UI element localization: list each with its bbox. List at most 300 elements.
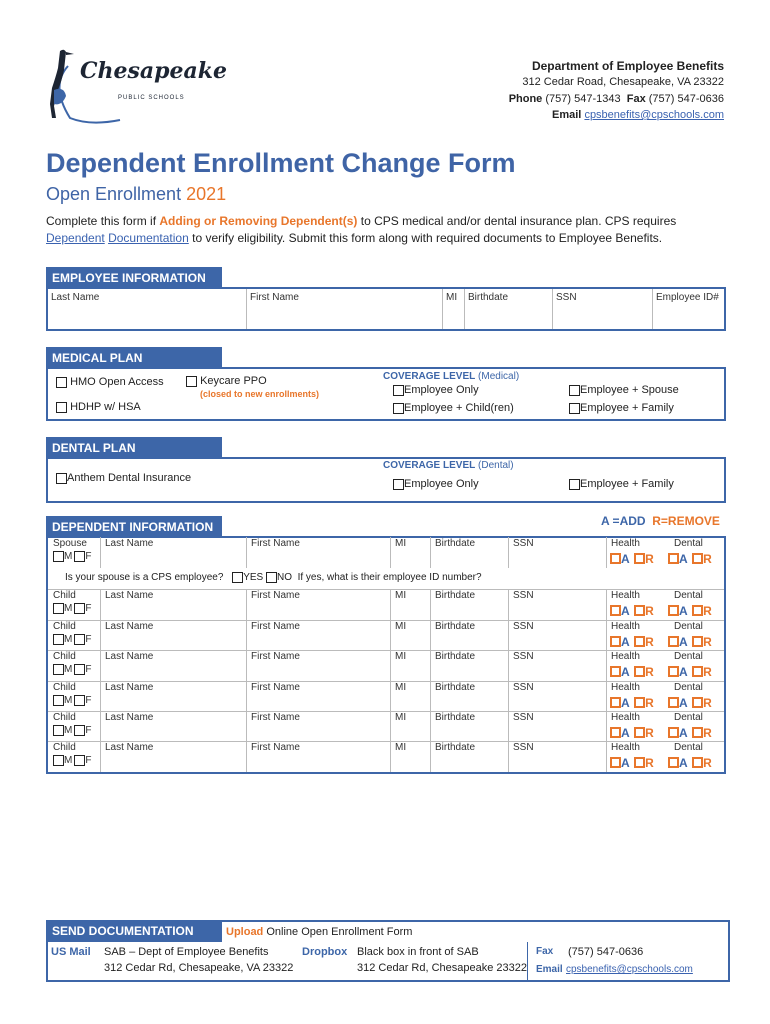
health-add-label: A: [621, 756, 630, 770]
logo-text: Chesapeake: [80, 58, 228, 84]
column-divider: [390, 650, 391, 681]
dependent-row-child: [48, 711, 724, 742]
column-divider: [606, 741, 607, 772]
gender-f-label: F: [85, 725, 92, 737]
intro-highlight: Adding or Removing Dependent(s): [159, 214, 358, 228]
dental-add-label: A: [679, 756, 688, 770]
relationship-label: Child: [53, 682, 76, 693]
health-label: Health: [611, 682, 640, 693]
medical-coverage-heading: [383, 371, 519, 382]
relationship-label: Child: [53, 742, 76, 753]
send-documentation-tab: SEND DOCUMENTATION: [46, 920, 222, 942]
dental-remove-checkbox[interactable]: [692, 605, 703, 616]
dental-label: Dental: [674, 742, 703, 753]
dental-add-remove: [668, 633, 712, 651]
gender-m-label: M: [64, 755, 73, 767]
column-divider: [508, 650, 509, 681]
legend-add: A =ADD: [601, 514, 646, 528]
medical-employee-children-option[interactable]: [393, 402, 514, 414]
anthem-dental-option[interactable]: [56, 472, 191, 484]
dependent-first-name-label: First Name: [251, 621, 300, 632]
dependent-ssn-label: SSN: [513, 651, 534, 662]
intro-text: [46, 213, 736, 247]
column-divider: [508, 681, 509, 712]
dental-add-checkbox[interactable]: [668, 727, 679, 738]
health-remove-label: R: [645, 552, 654, 566]
health-remove-label: R: [645, 756, 654, 770]
gender-m-label: M: [64, 695, 73, 707]
column-divider: [430, 537, 431, 568]
usmail-line1: SAB – Dept of Employee Benefits: [104, 946, 269, 958]
dental-add-checkbox[interactable]: [668, 757, 679, 768]
dependent-birthdate-label: Birthdate: [435, 712, 476, 723]
department-email: [552, 109, 724, 121]
dependent-last-name-label: Last Name: [105, 712, 154, 723]
health-label: Health: [611, 621, 640, 632]
dental-label: Dental: [674, 621, 703, 632]
dental-add-label: A: [679, 696, 688, 710]
column-divider: [100, 681, 101, 712]
column-divider: [390, 711, 391, 742]
dependent-ssn-label: SSN: [513, 682, 534, 693]
dental-label: Dental: [674, 682, 703, 693]
column-divider: [508, 537, 509, 568]
employee-ssn-label: SSN: [556, 292, 577, 303]
health-add-checkbox[interactable]: [610, 727, 621, 738]
medical-employee-family-checkbox[interactable]: [569, 403, 580, 414]
health-label: Health: [611, 590, 640, 601]
dental-add-checkbox[interactable]: [668, 553, 679, 564]
hmo-checkbox[interactable]: [56, 377, 67, 388]
phone-value: (757) 547-1343: [545, 93, 621, 105]
gender-f-checkbox[interactable]: [74, 634, 85, 645]
dental-label: Dental: [674, 712, 703, 723]
dropbox-label: Dropbox: [302, 946, 348, 958]
department-phone-fax: [509, 93, 724, 105]
column-divider: [508, 711, 509, 742]
dependent-last-name-label: Last Name: [105, 651, 154, 662]
dental-remove-label: R: [703, 726, 712, 740]
dental-add-checkbox[interactable]: [668, 605, 679, 616]
gender-m-label: M: [64, 725, 73, 737]
gender-m-label: M: [64, 551, 73, 563]
column-divider: [100, 650, 101, 681]
column-divider: [606, 681, 607, 712]
dental-employee-family-label: Employee + Family: [580, 478, 674, 490]
dependent-first-name-label: First Name: [251, 590, 300, 601]
column-divider: [508, 620, 509, 651]
column-divider: [390, 681, 391, 712]
gender-f-label: F: [85, 755, 92, 767]
medical-employee-spouse-option[interactable]: [569, 384, 679, 396]
dental-employee-family-option[interactable]: [569, 478, 674, 490]
dental-remove-label: R: [703, 665, 712, 679]
column-divider: [430, 620, 431, 651]
dependent-birthdate-label: Birthdate: [435, 742, 476, 753]
dependent-mi-label: MI: [395, 651, 407, 662]
health-add-checkbox[interactable]: [610, 553, 621, 564]
dependent-mi-label: MI: [395, 590, 407, 601]
anthem-dental-label: Anthem Dental Insurance: [67, 472, 192, 484]
column-divider: [508, 741, 509, 772]
dental-employee-family-checkbox[interactable]: [569, 479, 580, 490]
column-divider: [390, 620, 391, 651]
gender-m-checkbox[interactable]: [53, 551, 64, 562]
gender-m-checkbox[interactable]: [53, 634, 64, 645]
employee-id-label: Employee ID#: [656, 292, 719, 303]
medical-employee-children-label: Employee + Child(ren): [404, 402, 514, 414]
gender-f-label: F: [85, 634, 92, 646]
relationship-label: Spouse: [53, 538, 87, 549]
dental-remove-checkbox[interactable]: [692, 666, 703, 677]
health-add-label: A: [621, 635, 630, 649]
dependent-ssn-label: SSN: [513, 712, 534, 723]
column-divider: [246, 620, 247, 651]
gender-m-checkbox[interactable]: [53, 603, 64, 614]
fax-value: (757) 547-0636: [648, 93, 724, 105]
dental-coverage-type: (Dental): [478, 460, 514, 471]
employee-mi-label: MI: [446, 292, 458, 303]
gender-m-checkbox[interactable]: [53, 725, 64, 736]
upload-row: [226, 926, 412, 938]
dental-label: Dental: [674, 651, 703, 662]
spouse-cps-yes-checkbox[interactable]: [232, 572, 243, 583]
dental-remove-label: R: [703, 604, 712, 618]
column-divider: [246, 537, 247, 568]
health-remove-checkbox[interactable]: [634, 605, 645, 616]
email-link[interactable]: cpsbenefits@cpschools.com: [584, 109, 724, 121]
employee-info-tab: EMPLOYEE INFORMATION: [46, 267, 222, 289]
spouse-cps-no-checkbox[interactable]: [266, 572, 277, 583]
health-remove-checkbox[interactable]: [634, 553, 645, 564]
dependent-first-name-label: First Name: [251, 712, 300, 723]
health-label: Health: [611, 742, 640, 753]
health-add-label: A: [621, 552, 630, 566]
add-remove-legend: [601, 514, 720, 528]
dental-add-label: A: [679, 726, 688, 740]
dental-add-label: A: [679, 604, 688, 618]
health-remove-checkbox[interactable]: [634, 636, 645, 647]
dependent-mi-label: MI: [395, 742, 407, 753]
intro-part3: to verify eligibility. Submit this form along with required documents to Employee Benefits.: [192, 231, 663, 245]
dependent-link[interactable]: Dependent: [46, 231, 105, 245]
medical-coverage-label: COVERAGE LEVEL: [383, 371, 476, 382]
dependent-row-child: [48, 620, 724, 651]
dental-remove-label: R: [703, 635, 712, 649]
health-add-checkbox[interactable]: [610, 757, 621, 768]
gender-f-label: F: [85, 603, 92, 615]
health-add-checkbox[interactable]: [610, 605, 621, 616]
anthem-dental-checkbox[interactable]: [56, 473, 67, 484]
health-remove-label: R: [645, 726, 654, 740]
dental-add-checkbox[interactable]: [668, 666, 679, 677]
dependent-ssn-label: SSN: [513, 742, 534, 753]
dental-remove-checkbox[interactable]: [692, 757, 703, 768]
health-add-remove: [610, 694, 654, 712]
dependent-last-name-label: Last Name: [105, 590, 154, 601]
usmail-line2: 312 Cedar Rd, Chesapeake, VA 23322: [104, 962, 294, 974]
health-add-label: A: [621, 726, 630, 740]
dependent-last-name-label: Last Name: [105, 682, 154, 693]
column-divider: [508, 589, 509, 620]
employee-birthdate-label: Birthdate: [468, 292, 509, 303]
gender-m-label: M: [64, 664, 73, 676]
dependent-info-tab: DEPENDENT INFORMATION: [46, 516, 222, 538]
health-add-label: A: [621, 665, 630, 679]
gender-m-label: M: [64, 603, 73, 615]
dependent-birthdate-label: Birthdate: [435, 621, 476, 632]
health-remove-checkbox[interactable]: [634, 757, 645, 768]
health-add-label: A: [621, 604, 630, 618]
dental-employee-only-checkbox[interactable]: [393, 479, 404, 490]
dependent-birthdate-label: Birthdate: [435, 538, 476, 549]
dependent-birthdate-label: Birthdate: [435, 682, 476, 693]
gender-selector: [53, 634, 91, 645]
column-divider: [390, 589, 391, 620]
phone-label: Phone: [508, 93, 543, 105]
column-divider: [430, 711, 431, 742]
dental-add-remove: [668, 602, 712, 620]
medical-coverage-type: (Medical): [478, 371, 520, 382]
dependent-last-name-label: Last Name: [105, 742, 154, 753]
column-divider: [246, 711, 247, 742]
column-divider: [430, 589, 431, 620]
health-add-remove: [610, 550, 654, 568]
column-divider: [390, 537, 391, 568]
upload-label: Upload: [226, 926, 264, 938]
column-divider: [606, 620, 607, 651]
send-fax-label: Fax: [536, 946, 554, 957]
spouse-employee-id-question: If yes, what is their employee ID number?: [297, 572, 482, 584]
department-address: 312 Cedar Road, Chesapeake, VA 23322: [522, 76, 724, 88]
spouse-question: Is your spouse is a CPS employee?: [65, 572, 224, 584]
column-divider: [246, 741, 247, 772]
dental-remove-label: R: [703, 696, 712, 710]
dental-remove-checkbox[interactable]: [692, 553, 703, 564]
health-add-remove: [610, 602, 654, 620]
dependent-ssn-label: SSN: [513, 621, 534, 632]
dental-add-remove: [668, 663, 712, 681]
intro-part1: Complete this form if: [46, 214, 157, 228]
dependent-ssn-label: SSN: [513, 538, 534, 549]
health-remove-checkbox[interactable]: [634, 697, 645, 708]
medical-employee-children-checkbox[interactable]: [393, 403, 404, 414]
gender-f-checkbox[interactable]: [74, 725, 85, 736]
gender-f-checkbox[interactable]: [74, 664, 85, 675]
spouse-cps-yes-label: YES: [243, 572, 264, 584]
column-divider: [100, 589, 101, 620]
employee-info-box: [46, 287, 726, 331]
column-divider: [246, 589, 247, 620]
send-email-link[interactable]: cpsbenefits@cpschools.com: [566, 964, 693, 975]
keycare-checkbox[interactable]: [186, 376, 197, 387]
dependent-row-child: [48, 741, 724, 772]
health-add-remove: [610, 633, 654, 651]
dependent-last-name-label: Last Name: [105, 621, 154, 632]
column-divider: [246, 681, 247, 712]
dependent-last-name-label: Last Name: [105, 538, 154, 549]
dental-label: Dental: [674, 538, 703, 549]
dependent-first-name-label: First Name: [251, 651, 300, 662]
gender-m-checkbox[interactable]: [53, 695, 64, 706]
gender-m-checkbox[interactable]: [53, 755, 64, 766]
health-add-remove: [610, 663, 654, 681]
legend-remove: R=REMOVE: [652, 514, 720, 528]
dental-employee-only-option[interactable]: [393, 478, 479, 490]
gender-f-checkbox[interactable]: [74, 551, 85, 562]
spouse-question-row: [65, 572, 482, 583]
dental-add-remove: [668, 754, 712, 772]
column-divider: [606, 589, 607, 620]
hdhp-option[interactable]: [56, 401, 141, 413]
column-divider: [390, 741, 391, 772]
gender-f-label: F: [85, 551, 92, 563]
send-email-label: Email: [536, 964, 563, 975]
dental-label: Dental: [674, 590, 703, 601]
dropbox-line1: Black box in front of SAB: [357, 946, 479, 958]
health-remove-checkbox[interactable]: [634, 727, 645, 738]
health-label: Health: [611, 538, 640, 549]
dental-add-label: A: [679, 665, 688, 679]
medical-employee-spouse-label: Employee + Spouse: [580, 384, 679, 396]
dependent-birthdate-label: Birthdate: [435, 651, 476, 662]
health-label: Health: [611, 651, 640, 662]
medical-employee-family-label: Employee + Family: [580, 402, 674, 414]
keycare-label: Keycare PPO: [200, 375, 267, 387]
subtitle-prefix: Open Enrollment: [46, 184, 182, 204]
health-remove-label: R: [645, 696, 654, 710]
gender-selector: [53, 603, 91, 614]
subtitle-year: 2021: [186, 184, 227, 204]
relationship-label: Child: [53, 590, 76, 601]
gender-selector: [53, 695, 91, 706]
dental-remove-checkbox[interactable]: [692, 697, 703, 708]
dependent-row-child: [48, 650, 724, 681]
health-add-remove: [610, 724, 654, 742]
health-add-remove: [610, 754, 654, 772]
dental-remove-label: R: [703, 756, 712, 770]
dependent-mi-label: MI: [395, 621, 407, 632]
health-remove-label: R: [645, 635, 654, 649]
gender-m-checkbox[interactable]: [53, 664, 64, 675]
documentation-link[interactable]: Documentation: [108, 231, 189, 245]
dependent-row-child: [48, 589, 724, 620]
column-divider: [100, 537, 101, 568]
intro-part2: to CPS medical and/or dental insurance plan. CPS requires: [360, 214, 677, 228]
fax-label: Fax: [626, 93, 646, 105]
employee-first-name-label: First Name: [250, 292, 299, 303]
dependent-row-spouse: [48, 537, 724, 568]
dependent-row-child: [48, 681, 724, 712]
dental-coverage-heading: [383, 460, 514, 471]
dependent-first-name-label: First Name: [251, 538, 300, 549]
medical-employee-only-label: Employee Only: [404, 384, 479, 396]
health-add-checkbox[interactable]: [610, 636, 621, 647]
medical-employee-spouse-checkbox[interactable]: [569, 385, 580, 396]
column-divider: [606, 711, 607, 742]
logo-subtext: PUBLIC SCHOOLS: [118, 95, 185, 101]
gender-f-checkbox[interactable]: [74, 755, 85, 766]
page-title: Dependent Enrollment Change Form: [46, 148, 516, 178]
column-divider: [100, 741, 101, 772]
dental-add-remove: [668, 724, 712, 742]
send-fax-value: (757) 547-0636: [568, 946, 644, 958]
column-divider: [430, 741, 431, 772]
dental-add-remove: [668, 694, 712, 712]
usmail-label: US Mail: [51, 946, 91, 958]
dependent-first-name-label: First Name: [251, 682, 300, 693]
medical-employee-family-option[interactable]: [569, 402, 674, 414]
dental-coverage-label: COVERAGE LEVEL: [383, 460, 476, 471]
gender-selector: [53, 664, 91, 675]
hdhp-checkbox[interactable]: [56, 402, 67, 413]
health-remove-label: R: [645, 665, 654, 679]
gender-m-label: M: [64, 634, 73, 646]
spouse-cps-no-label: NO: [277, 572, 292, 584]
dental-add-label: A: [679, 635, 688, 649]
medical-employee-only-checkbox[interactable]: [393, 385, 404, 396]
health-remove-label: R: [645, 604, 654, 618]
gender-selector: [53, 551, 91, 562]
dental-add-checkbox[interactable]: [668, 636, 679, 647]
relationship-label: Child: [53, 712, 76, 723]
dependent-mi-label: MI: [395, 538, 407, 549]
relationship-label: Child: [53, 651, 76, 662]
dental-remove-checkbox[interactable]: [692, 636, 703, 647]
column-divider: [430, 681, 431, 712]
send-divider: [527, 942, 528, 980]
keycare-note: (closed to new enrollments): [200, 389, 320, 399]
health-add-checkbox[interactable]: [610, 666, 621, 677]
dental-employee-only-label: Employee Only: [404, 478, 479, 490]
gender-f-checkbox[interactable]: [74, 695, 85, 706]
page-subtitle: [46, 184, 226, 205]
column-divider: [100, 711, 101, 742]
dental-remove-label: R: [703, 552, 712, 566]
gender-f-label: F: [85, 695, 92, 707]
relationship-label: Child: [53, 621, 76, 632]
dependent-birthdate-label: Birthdate: [435, 590, 476, 601]
column-divider: [246, 650, 247, 681]
medical-employee-only-option[interactable]: [393, 384, 479, 396]
gender-selector: [53, 725, 91, 736]
health-label: Health: [611, 712, 640, 723]
medical-plan-tab: MEDICAL PLAN: [46, 347, 222, 369]
gender-f-checkbox[interactable]: [74, 603, 85, 614]
upload-link[interactable]: Online Open Enrollment Form: [266, 926, 413, 938]
dependent-ssn-label: SSN: [513, 590, 534, 601]
hmo-label: HMO Open Access: [70, 376, 164, 388]
column-divider: [606, 537, 607, 568]
dental-add-remove: [668, 550, 712, 568]
keycare-option[interactable]: [186, 375, 267, 387]
column-divider: [606, 650, 607, 681]
health-remove-checkbox[interactable]: [634, 666, 645, 677]
gender-selector: [53, 755, 91, 766]
hmo-option[interactable]: [56, 376, 164, 388]
hdhp-label: HDHP w/ HSA: [70, 401, 141, 413]
dental-remove-checkbox[interactable]: [692, 727, 703, 738]
dependent-mi-label: MI: [395, 712, 407, 723]
dependent-mi-label: MI: [395, 682, 407, 693]
dental-plan-tab: DENTAL PLAN: [46, 437, 222, 459]
health-add-label: A: [621, 696, 630, 710]
email-label: Email: [552, 109, 582, 121]
dental-add-label: A: [679, 552, 688, 566]
health-add-checkbox[interactable]: [610, 697, 621, 708]
gender-f-label: F: [85, 664, 92, 676]
dental-add-checkbox[interactable]: [668, 697, 679, 708]
